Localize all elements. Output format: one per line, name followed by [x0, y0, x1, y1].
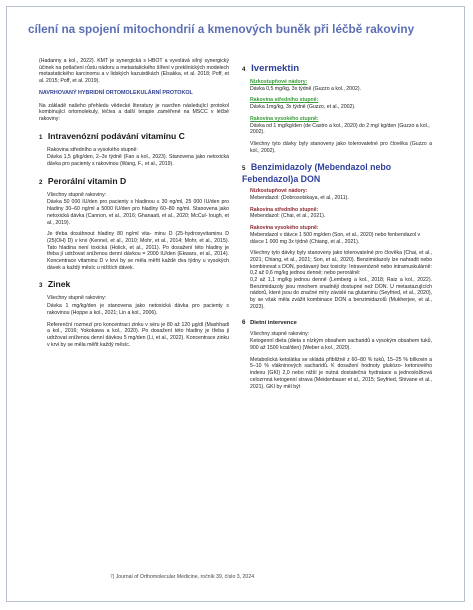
section-2-body	[39, 192, 229, 272]
section-4-title: Ivermektin	[251, 63, 300, 74]
section-4-heading	[242, 64, 432, 75]
section-6-text-2: Metabolická ketolátka se skládá přibližně z 60–80 % tuků, 15–25 % bílkovin a 5–10 % vlákninových sacharidů. K dosažení hodnoty glukózo- ketonového indexu (GKI) 2,0 nebo nižší je nutná dostatečná hydratace a jednosložková celozrnná ketogenní strava (Meidenbauer et al., 2015; Seyfried, Shivane et al., 2021). GKI by měl být	[250, 356, 432, 390]
section-6-number: 6	[242, 318, 246, 326]
section-3-title: Zinek	[47, 279, 71, 290]
journal-citation: Journal of Orthomolecular Medicine, ročník 39, číslo 3, 2024	[115, 574, 255, 580]
section-5-heading	[242, 162, 432, 184]
section-1-level: Rakovina středního a vysokého stupně:	[47, 146, 138, 153]
section-6-level: Všechny stupně rakoviny:	[250, 330, 310, 337]
section-3-text: Dávka 1 mg/kg/den je stanovena jako netoxická dávka pro pacienty s rakovinou (Hoppe a kol., 2021; Lin a kol., 2006).	[47, 303, 229, 316]
section-2-heading	[39, 176, 229, 188]
section-4-mid-label: Rakovina středního stupně:	[250, 97, 319, 104]
section-3-level: Všechny stupně rakoviny:	[47, 295, 107, 302]
section-5-text-2: 0,2 až 1,1 mg/kg jednou denně (Lemberg a kol., 2018; Raiz a kol., 2022). Benzimidazoly jsou mnohem snadněji dostupné než DON. U metastazujících nádorů, které jsou do značné míry závislé na glutaminu (Seyfried, et al., 2020), by se však měla zvážit kombinace DON a benzimidazolů (Mukherjee, et al., 2023).	[250, 277, 432, 310]
section-5-body	[242, 188, 432, 310]
protocol-intro-paragraph: Na základě našeho přehledu vědecké literatury je navržen následující protokol kombinující ortomolekuly, léčiva a další terapie zaměřené na MSCC v léčbě rakoviny:	[39, 102, 229, 122]
section-5-high-label: Rakovina vysokého stupně:	[250, 225, 319, 232]
section-1-text: Dávka 1,5 g/kg/den, 2–3x týdně (Fan a kol., 2023). Stanovena jako netoxická dávka pro pacienty s rakovinou (Wang, F., et al., 2019).	[47, 154, 229, 168]
section-4-low-label: Nízkostupňové nádory:	[250, 79, 308, 85]
section-6-body	[242, 331, 432, 391]
section-1-number: 1	[39, 133, 43, 141]
section-2-title: Perorální vitamin D	[47, 175, 127, 186]
section-6-title: Dietní intervence	[250, 319, 297, 326]
protocol-subheading: NAVRHOVANÝ HYBRIDNÍ ORTOMOLEKULÁRNÍ PROTOKOL	[39, 89, 193, 96]
section-6-text: Ketogenní dieta (dieta s nízkým obsahem sacharidů a vysokým obsahem tuků, 900 až 1500 kcal/den) (Weber a kol., 2020).	[250, 338, 432, 351]
running-header: cílení na spojení mitochondrií a kmenových buněk při léčbě rakoviny	[28, 22, 415, 36]
section-5-number: 5	[242, 165, 246, 173]
section-5-mid-label: Rakovina středního stupně:	[250, 206, 319, 213]
section-4-low-text: Dávka 0,5 mg/kg, 3x týdně (Guzzo a kol., 2002).	[250, 85, 362, 92]
section-2-level: Všechny stupně rakoviny:	[47, 191, 107, 198]
section-5-title: Benzimidazoly (Mebendazol nebo Febendazol)a DON	[242, 162, 392, 185]
section-1-body	[39, 147, 229, 168]
section-2-text-2: Je třeba dosáhnout hladiny 80 ng/ml vita- minu D (25-hydroxyvitaminu D (25(OH) D) v krvi (Kennel, et al., 2010; Mohr, et al., 2014; Mohr, et al., 2015). Tato hladina není toxická (Holick, et al., 2011). Po dosažení této hladiny je třeba jí udržovat sníženou denní dávkou = 2000 IU/den (Ekwaru, et al., 2014). Koncentrace vitaminu D v krvi by se měla měřit každé dva týdny u vysokých dávek a každý měsíc u nižších dávek.	[47, 231, 229, 271]
right-column	[242, 62, 432, 395]
section-3-number: 3	[39, 282, 43, 290]
left-column	[39, 58, 229, 353]
section-1-heading	[39, 131, 229, 143]
page-number: 7	[110, 574, 113, 580]
section-4-mid-text: Dávka 1mg/kg, 3x týdně (Guzzo, et al., 2002).	[250, 104, 356, 111]
section-5-text: Všechny tyto dávky byly stanoveny jako tolerovatelné pro člověka (Chai, et al., 2021; Chiang, et al., 2021; Son, et al., 2020). Benzimidazoly lze nahradit nebo kombinovat s DON, podávaný bez toxicity: Intravenózně nebo intramuskulárně: 0,2 až 0,6 mg/kg jednou denně; nebo perorálně:	[250, 250, 432, 277]
section-5-high-text: Mebendazol v dávce 1 500 mg/den (Son, et al., 2020) nebo fenbendazol v dávce 1 000 mg 3x týdně (Chiang, et al., 2021).	[250, 231, 421, 245]
page-footer	[110, 574, 254, 580]
section-4-number: 4	[242, 66, 246, 73]
section-4-high-label: Rakovina vysokého stupně:	[250, 115, 319, 122]
section-5-low-label: Nízkostupňové nádory:	[250, 188, 308, 195]
section-6-heading	[242, 319, 432, 327]
section-1-title: Intravenózní podávání vitamínu C	[47, 130, 185, 141]
section-2-text: Dávka 50 000 IU/den pro pacienty s hladinou ≤ 30 ng/ml, 25 000 IU/den pro hladiny 30–60 ng/ml a 5000 IU/den pro hladiny 60–80 ng/ml. Stanovena jako netoxická dávka (Cannon, et al., 2016; Ghanaati, et al., 2020; McCul- lough, et al., 2019).	[47, 199, 229, 226]
section-4-high-text: Dávka od 1 mg/kg/den (de Castro a kol., 2020) do 2 mg/ kg/den (Guzzo a kol., 2002).	[250, 122, 430, 136]
section-3-text-2: Referenční rozmezí pro koncentraci zinku v séru je 80 až 120 μg/dl (Mashhadi a kol., 2016; Yokokawa a kol., 2020). Po dosažení této hladiny je třeba ji udržovat sníženou denní dávkou 5 mg/den (Li, et al., 2022). Koncentrace zinku v krvi by se měla měřit každý měsíc.	[47, 321, 229, 348]
section-3-heading	[39, 279, 229, 291]
footer-separator: |	[112, 574, 116, 580]
section-4-note: Všechny tyto dávky byly stanoveny jako tolerovatelné pro člověka (Guzzo a kol., 2002).	[250, 140, 432, 154]
section-3-body	[39, 295, 229, 348]
intro-paragraph: (Hadanny a kol., 2022). KMT je synergická s HBOT a vyvolává silný synergický účinek na potlačení růstu nádoru a metastatického šíření v preklinických modelech metastatického karcinomu a v lidských kazuistikách (Elsakka, et al. 2018; Poff, et al. 2015; Poff, et al. 2019).	[39, 58, 229, 85]
section-5-mid-text: Mebendazol: (Chai, et al., 2021).	[250, 213, 326, 220]
section-2-number: 2	[39, 178, 43, 186]
section-5-low-text: Mebendazol: (Dobrosotskaya, et al., 2011).	[250, 195, 349, 202]
section-4-body	[242, 79, 432, 154]
